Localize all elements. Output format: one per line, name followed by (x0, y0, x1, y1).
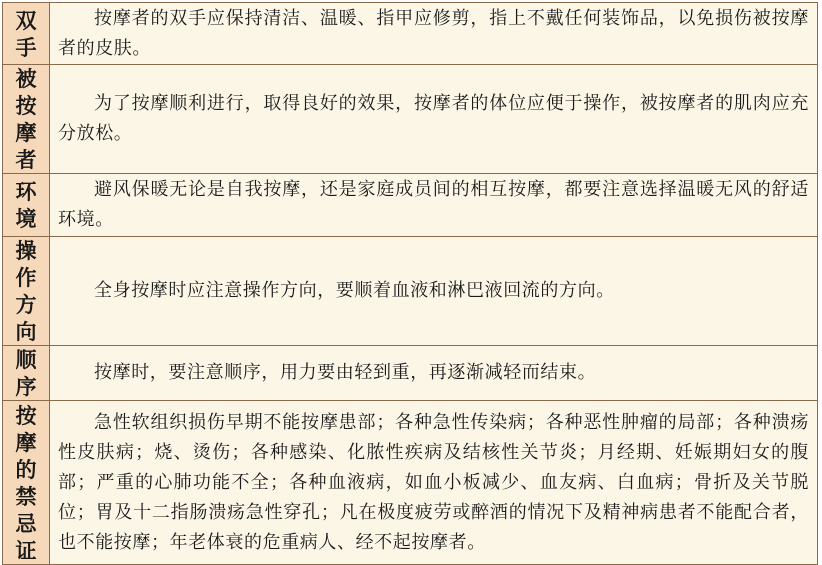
row-content-cell (50, 346, 818, 401)
table-row (3, 346, 818, 401)
row-content-cell (50, 3, 818, 65)
row-content-cell (50, 237, 818, 346)
row-label: 被按摩者 (15, 66, 37, 172)
row-content: 全身按摩时应注意操作方向，要顺着血液和淋巴液回流的方向。 (94, 280, 615, 301)
row-label-cell (3, 65, 50, 174)
row-content-cell (50, 65, 818, 174)
row-content: 按摩者的双手应保持清洁、温暖、指甲应修剪，指上不戴任何装饰品，以免损伤被按摩者的皮肤。 (58, 7, 809, 59)
table-row (3, 237, 818, 346)
table-row (3, 401, 818, 565)
row-label: 按摩的禁忌证 (15, 402, 37, 563)
row-content: 急性软组织损伤早期不能按摩患部；各种急性传染病；各种恶性肿瘤的局部；各种溃疡性皮肤病；烧、烫伤；各种感染、化脓性疾病及结核性关节炎；月经期、妊娠期妇女的腹部；严重的心肺功能不全；各种血液病，如血小板减少、血友病、白血病；骨折及关节脱位；胃及十二指肠溃疡急性穿孔；凡在极度疲劳或醉酒的情况下及精神病患者不能配合者，也不能按摩；年老体衰的危重病人、经不起按摩者。 (58, 411, 809, 553)
row-label: 操作方向 (15, 238, 37, 344)
row-content-cell (50, 401, 818, 565)
table-row (3, 3, 818, 65)
row-label: 环境 (15, 179, 37, 231)
row-label-cell (3, 346, 50, 401)
row-label: 双手 (15, 7, 37, 60)
row-label-cell (3, 3, 50, 65)
row-label-cell (3, 174, 50, 237)
row-label-cell (3, 401, 50, 565)
row-label: 顺序 (15, 347, 37, 399)
row-content-cell (50, 174, 818, 237)
row-label-cell (3, 237, 50, 346)
table-row (3, 174, 818, 237)
row-content: 避风保暖无论是自我按摩，还是家庭成员间的相互按摩，都要注意选择温暖无风的舒适环境。 (58, 179, 809, 230)
massage-precautions-table (2, 2, 818, 565)
row-content: 按摩时，要注意顺序，用力要由轻到重，再逐渐减轻而结束。 (94, 362, 597, 383)
table-row (3, 65, 818, 174)
row-content: 为了按摩顺利进行，取得良好的效果，按摩者的体位应便于操作，被按摩者的肌肉应充分放松。 (58, 93, 809, 144)
